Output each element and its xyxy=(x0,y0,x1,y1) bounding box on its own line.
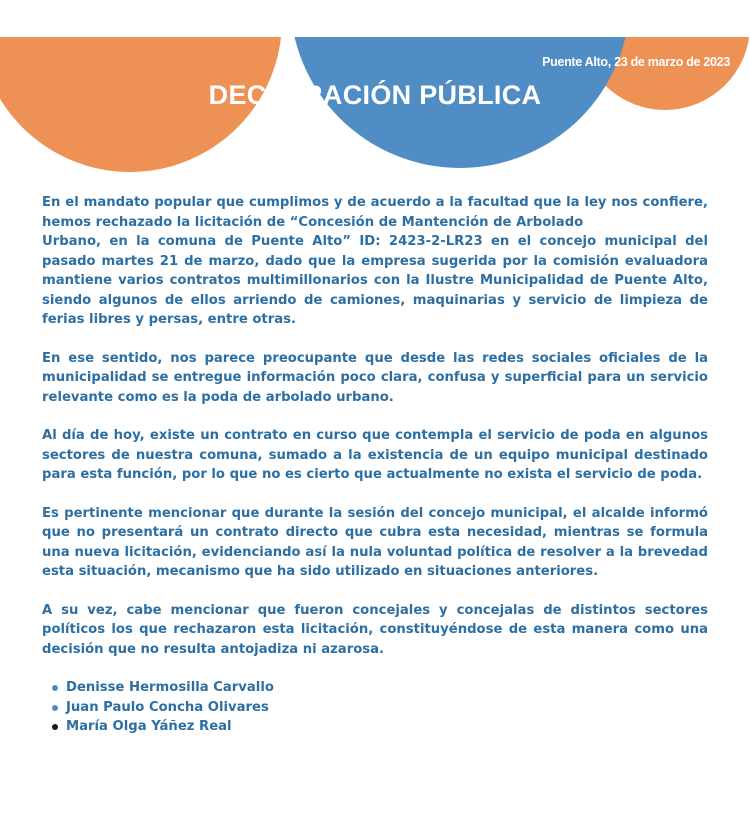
signer-name: Denisse Hermosilla Carvallo xyxy=(66,680,274,695)
date-line: Puente Alto, 23 de marzo de 2023 xyxy=(542,55,730,69)
signer-name: María Olga Yáñez Real xyxy=(66,719,232,734)
paragraph-1-line-2: Urbano, en la comuna de Puente Alto” ID: 2423-2-LR23 en el concejo municipal del pasado martes 21 de marzo, dado que la empresa sugerida por la comisión evaluadora mantiene varios contratos multimillonarios con la Ilustre Municipalidad de Puente Alto, siendo algunos de ellos arriendo de camiones, maquinarias y servicio de limpieza de ferias libres y persas, entre otras. xyxy=(42,234,708,327)
top-white-band xyxy=(0,0,750,37)
paragraph-3: Al día de hoy, existe un contrato en curso que contempla el servicio de poda en algunos sectores de nuestra comuna, sumado a la existencia de un equipo municipal destinado para esta función, por lo que no es cierto que actualmente no exista el servicio de poda. xyxy=(42,428,708,482)
paragraph-1-line-1: En el mandato popular que cumplimos y de acuerdo a la facultad que la ley nos confiere, hemos rechazado la licitación de “Concesión de Mantención de Arbolado xyxy=(42,195,708,230)
paragraph-5: A su vez, cabe mencionar que fueron concejales y concejalas de distintos sectores políticos los que rechazaron esta licitación, constituyéndose de esta manera como una decisión que no resulta antojadiza ni azarosa. xyxy=(42,602,708,657)
signers-list xyxy=(42,678,708,737)
paragraph-1 xyxy=(42,193,708,330)
declaration-body xyxy=(42,193,708,737)
signer-name: Juan Paulo Concha Olivares xyxy=(66,699,269,715)
bullet-icon xyxy=(52,685,58,691)
signer-item xyxy=(42,717,708,737)
paragraph-2: En ese sentido, nos parece preocupante que desde las redes sociales oficiales de la municipalidad se entregue información poco clara, confusa y superficial para un servicio relevante como es la poda de arbolado urbano. xyxy=(42,350,708,405)
bullet-icon xyxy=(52,705,58,711)
page-title: DECLARACIÓN PÚBLICA xyxy=(208,80,542,110)
bullet-icon xyxy=(52,724,58,730)
signer-item xyxy=(42,698,708,718)
header-banner xyxy=(0,0,750,180)
paragraph-4: Es pertinente mencionar que durante la sesión del concejo municipal, el alcalde informó que no presentará un contrato directo que cubra esta necesidad, mientras se formula una nueva licitación, evidenciando así la nula voluntad política de resolver a la brevedad esta situación, mecanismo que ha sido utilizado en situaciones anteriores. xyxy=(42,505,708,579)
signer-item xyxy=(42,678,708,698)
